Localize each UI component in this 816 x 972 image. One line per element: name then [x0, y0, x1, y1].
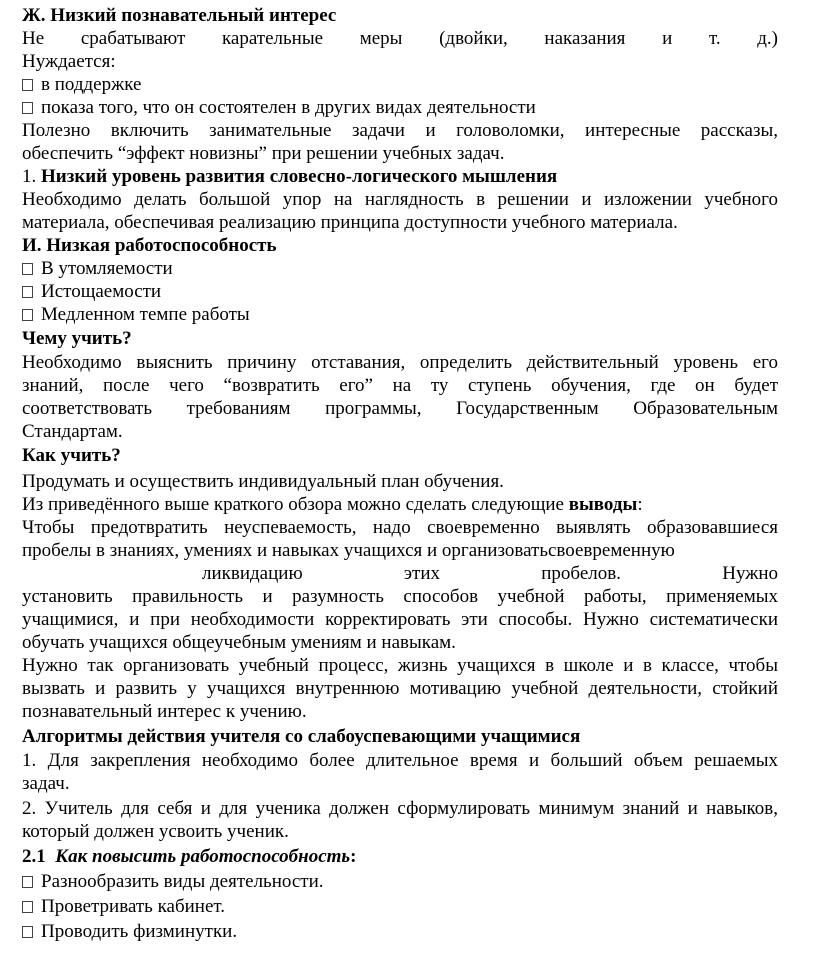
paragraph-line: вызвать и развить у учащихся внутреннюю мотивацию учебной деятельности, стойкий	[22, 678, 778, 699]
word: Нужно	[722, 563, 779, 584]
item-number: 1.	[22, 750, 37, 771]
paragraph-line: обучать учащихся общеучебным умениям и навыкам.	[22, 632, 456, 653]
heading-algorithms: Алгоритмы действия учителя со слабоуспевающими учащимися	[22, 726, 581, 747]
paragraph-line: обеспечить “эффект новизны” при решении учебных задач.	[22, 143, 505, 164]
list-item	[22, 303, 250, 326]
list-item	[22, 257, 173, 280]
checkbox-icon	[22, 309, 33, 321]
item-text: Учитель для себя и для ученика должен сформулировать минимум знаний и навыков,	[44, 798, 779, 819]
paragraph-line: Не срабатывают карательные меры (двойки, наказания и т. д.)	[22, 28, 778, 49]
list-item-text: Разнообразить виды деятельности.	[41, 871, 324, 892]
list-item	[22, 920, 237, 943]
numbered-item	[22, 797, 778, 820]
list-item-text: Проводить физминутки.	[41, 921, 238, 942]
paragraph-line: Необходимо выяснить причину отставания, определить действительный уровень его	[22, 352, 778, 373]
list-item	[22, 73, 141, 96]
list-item-text: В утомляемости	[41, 258, 173, 279]
needs-label: Нуждается:	[22, 51, 116, 72]
item-text: Для закрепления необходимо более длительное время и больший объем решаемых	[47, 750, 778, 771]
checkbox-icon	[22, 79, 33, 91]
list-item-text: Истощаемости	[41, 281, 162, 302]
paragraph-line: знаний, после чего “возвратить его” на ту ступень обучения, где он будет	[22, 375, 778, 396]
list-item-text: показа того, что он состоятелен в других видах деятельности	[41, 97, 536, 118]
numbered-item-continuation: задач.	[22, 773, 70, 794]
conclusions-line	[22, 493, 643, 516]
numbered-item-continuation: который должен усвоить ученик.	[22, 821, 289, 842]
checkbox-icon	[22, 876, 33, 888]
paragraph-line: установить правильность и разумность способов учебной работы, применяемых	[22, 586, 778, 607]
list-item-text: Проветривать кабинет.	[41, 896, 226, 917]
checkbox-icon	[22, 926, 33, 938]
conclusions-text: Из приведённого выше краткого обзора можно сделать следующие	[22, 494, 569, 515]
checkbox-icon	[22, 263, 33, 275]
list-item-text: в поддержке	[41, 74, 142, 95]
paragraph-line: соответствовать требованиям программы, Государственным Образовательным	[22, 398, 778, 419]
heading-what-to-teach: Чему учить?	[22, 328, 132, 349]
list-item	[22, 870, 324, 893]
paragraph-line: Чтобы предотвратить неуспеваемость, надо своевременно выявлять образовавшиеся	[22, 517, 778, 538]
heading-how-to-teach: Как учить?	[22, 445, 121, 466]
paragraph-line: Полезно включить занимательные задачи и головоломки, интересные рассказы,	[22, 120, 778, 141]
heading-low-work-capacity: И. Низкая работоспособность	[22, 235, 277, 256]
list-item	[22, 96, 536, 119]
checkbox-icon	[22, 901, 33, 913]
heading-number: 2.1	[22, 846, 46, 867]
checkbox-icon	[22, 102, 33, 114]
word: этих	[403, 563, 441, 584]
heading-number: 1.	[22, 166, 37, 187]
word: ликвидацию	[202, 563, 303, 584]
heading-text: Низкий уровень развития словесно-логического мышления	[41, 166, 558, 187]
paragraph-line: учащимися, и при необходимости корректировать эти способы. Нужно систематически	[22, 609, 778, 630]
paragraph-line: Необходимо делать большой упор на наглядность в решении и изложении учебного	[22, 189, 778, 210]
list-item	[22, 895, 225, 918]
heading-colon: :	[350, 846, 357, 867]
heading-low-cognitive-interest: Ж. Низкий познавательный интерес	[22, 5, 337, 26]
paragraph-line: пробелы в знаниях, умениях и навыках учащихся и организоватьсвоевременную	[22, 540, 675, 561]
heading-text: Как повысить работоспособность	[55, 846, 351, 867]
list-item-text: Медленном темпе работы	[41, 304, 250, 325]
paragraph-line: Нужно так организовать учебный процесс, жизнь учащихся в школе и в классе, чтобы	[22, 655, 778, 676]
item-number: 2.	[22, 798, 37, 819]
checkbox-icon	[22, 286, 33, 298]
numbered-item	[22, 749, 778, 772]
paragraph-line: познавательный интерес к учению.	[22, 701, 307, 722]
paragraph-line: Продумать и осуществить индивидуальный план обучения.	[22, 471, 504, 492]
conclusions-bold: выводы	[568, 494, 638, 515]
heading-low-verbal-logic	[22, 165, 557, 188]
list-item	[22, 280, 161, 303]
word: пробелов.	[541, 563, 621, 584]
paragraph-line: Стандартам.	[22, 421, 123, 442]
conclusions-colon: :	[637, 494, 643, 515]
heading-increase-work-capacity	[22, 845, 356, 868]
paragraph-line: материала, обеспечивая реализацию принципа доступности учебного материала.	[22, 212, 678, 233]
paragraph-line-indented	[202, 562, 778, 585]
